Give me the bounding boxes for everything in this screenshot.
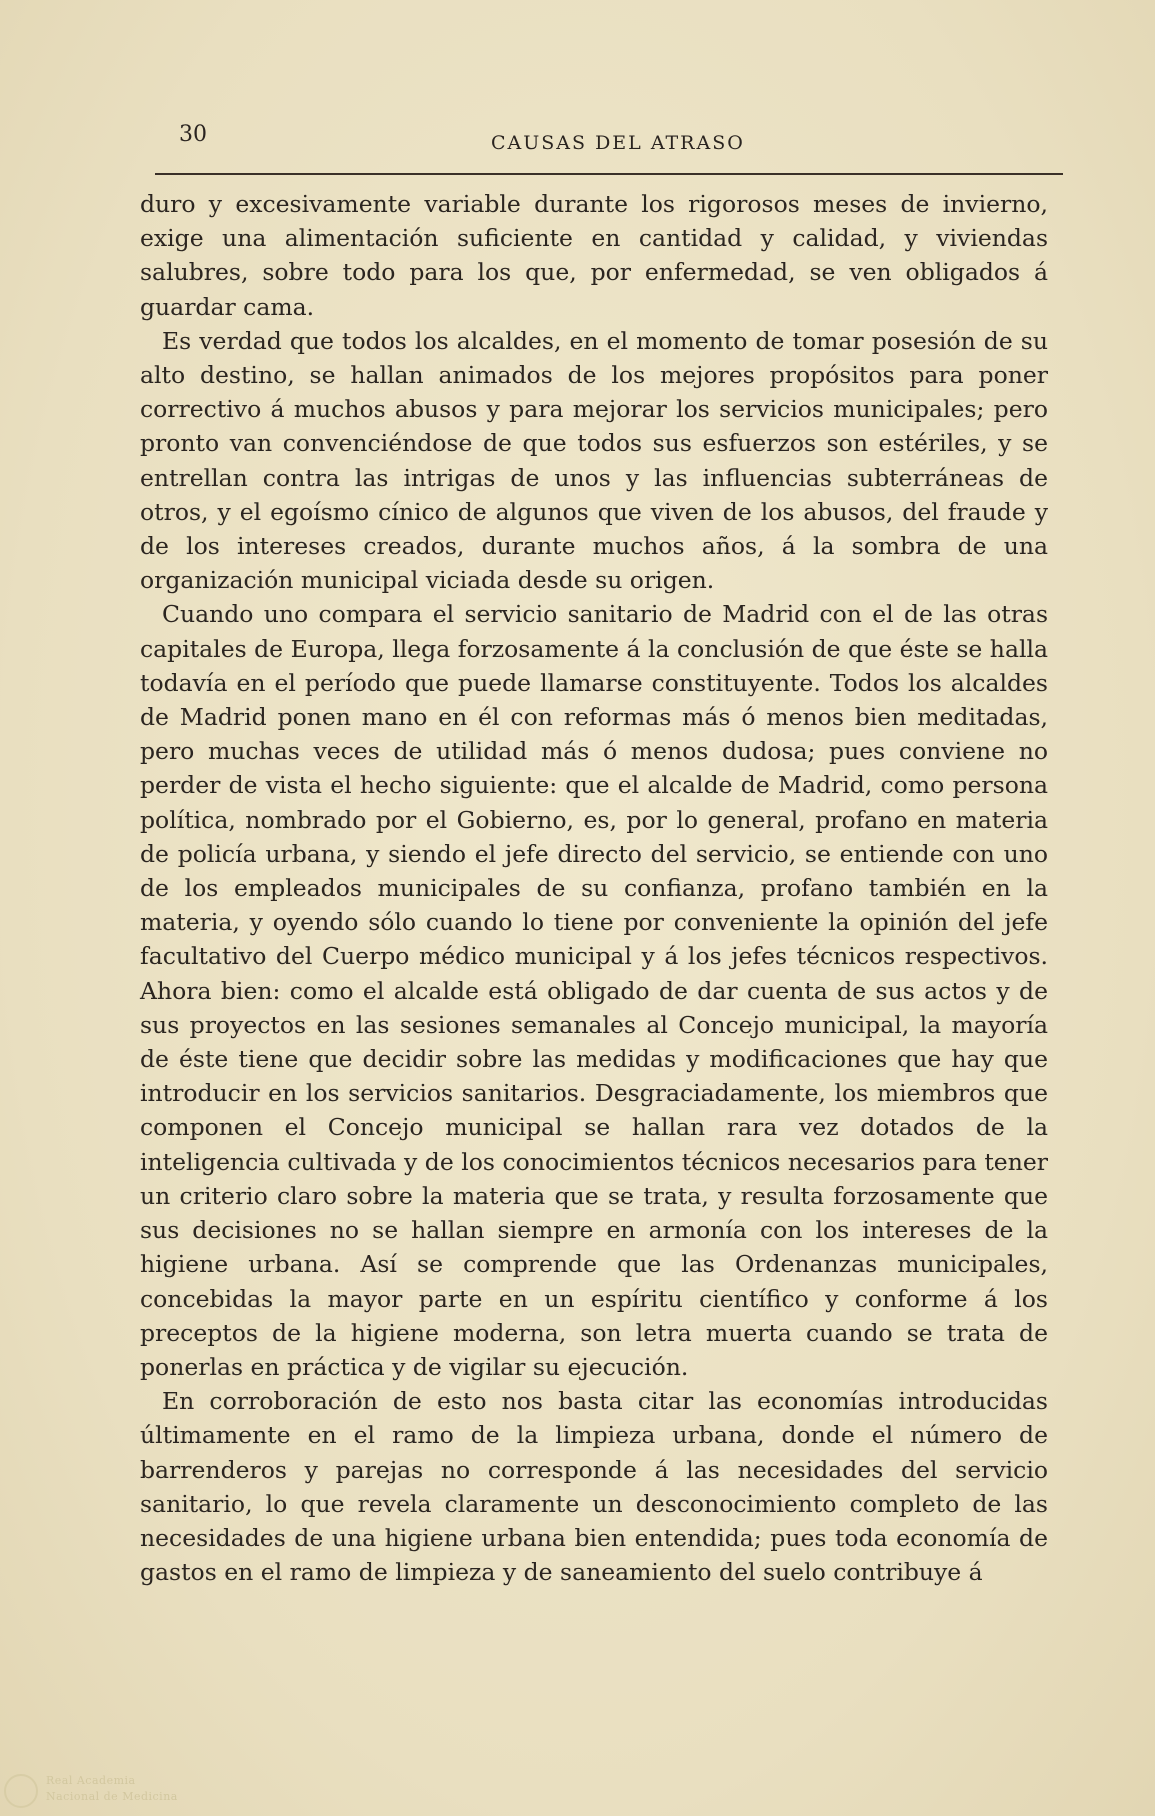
header-rule — [155, 173, 1063, 175]
running-head: CAUSAS DEL ATRASO — [491, 132, 745, 154]
library-watermark — [4, 1772, 204, 1810]
paragraph-2: Es verdad que todos los alcaldes, en el momento de tomar posesión de su alto destino, se hallan animados de los mejores propósitos para poner correctivo á muchos abusos y para mejorar los servicios municipales; pero pronto van convenciéndose de que todos sus esfuerzos son estériles, y se entrellan contra las intrigas de unos y las influencias subterráneas de otros, y el egoísmo cínico de algunos que viven de los abusos, del fraude y de los intereses creados, durante muchos años, á la sombra de una organización municipal viciada desde su origen. — [140, 326, 1048, 595]
page-number: 30 — [179, 122, 207, 147]
paragraph-3: Cuando uno compara el servicio sanitario de Madrid con el de las otras capitales de Europa, llega forzosamente á la conclusión de que éste se halla todavía en el período que puede llamarse constituyente. Todos los alcaldes de Madrid ponen mano en él con reformas más ó menos bien meditadas, pero muchas veces de utilidad más ó menos dudosa; pues conviene no perder de vista el hecho siguiente: que el alcalde de Madrid, como persona política, nombrado por el Gobierno, es, por lo general, profano en materia de policía urbana, y siendo el jefe directo del servicio, se entiende con uno de los empleados municipales de su confianza, profano también en la materia, y oyendo sólo cuando lo tiene por conveniente la opinión del jefe facultativo del Cuerpo médico municipal y á los jefes técnicos respectivos. Ahora bien: como el alcalde está obligado de dar cuenta de sus actos y de sus proyectos en las sesiones semanales al Concejo municipal, la mayoría de éste tiene que decidir sobre las medidas y modificaciones que hay que introducir en los servicios sanitarios. Desgraciadamente, los miembros que componen el Concejo municipal se hallan rara vez dotados de la inteligencia cultivada y de los conocimientos técnicos necesarios para tener un criterio claro sobre la materia que se trata, y resulta forzosamente que sus decisiones no se hallan siempre en armonía con los intereses de la higiene urbana. Así se comprende que las Ordenanzas municipales, concebidas la mayor parte en un espíritu científico y conforme á los preceptos de la higiene moderna, son letra muerta cuando se trata de ponerlas en práctica y de vigilar su ejecución. — [140, 600, 1048, 1381]
paragraph-4: En corroboración de esto nos basta citar las economías introducidas últimamente en el ramo de la limpieza urbana, donde el número de barrenderos y parejas no corresponde á las necesidades del servicio sanitario, lo que revela claramente un desconocimiento completo de las necesidades de una higiene urbana bien entendida; pues toda economía de gastos en el ramo de limpieza y de saneamiento del suelo contribuye á — [140, 1387, 1048, 1587]
watermark-line-2: Nacional de Medicina — [46, 1790, 178, 1803]
paragraph-1: duro y excesivamente variable durante los rigorosos meses de invierno, exige una alimentación suficiente en cantidad y calidad, y viviendas salubres, sobre todo para los que, por enfermedad, se ven obligados á guardar cama. — [140, 190, 1048, 321]
page-header — [155, 118, 1063, 162]
watermark-text — [46, 1773, 178, 1805]
watermark-line-1: Real Academia — [46, 1774, 136, 1787]
academy-seal-icon — [4, 1774, 38, 1808]
body-text — [140, 187, 1048, 1589]
